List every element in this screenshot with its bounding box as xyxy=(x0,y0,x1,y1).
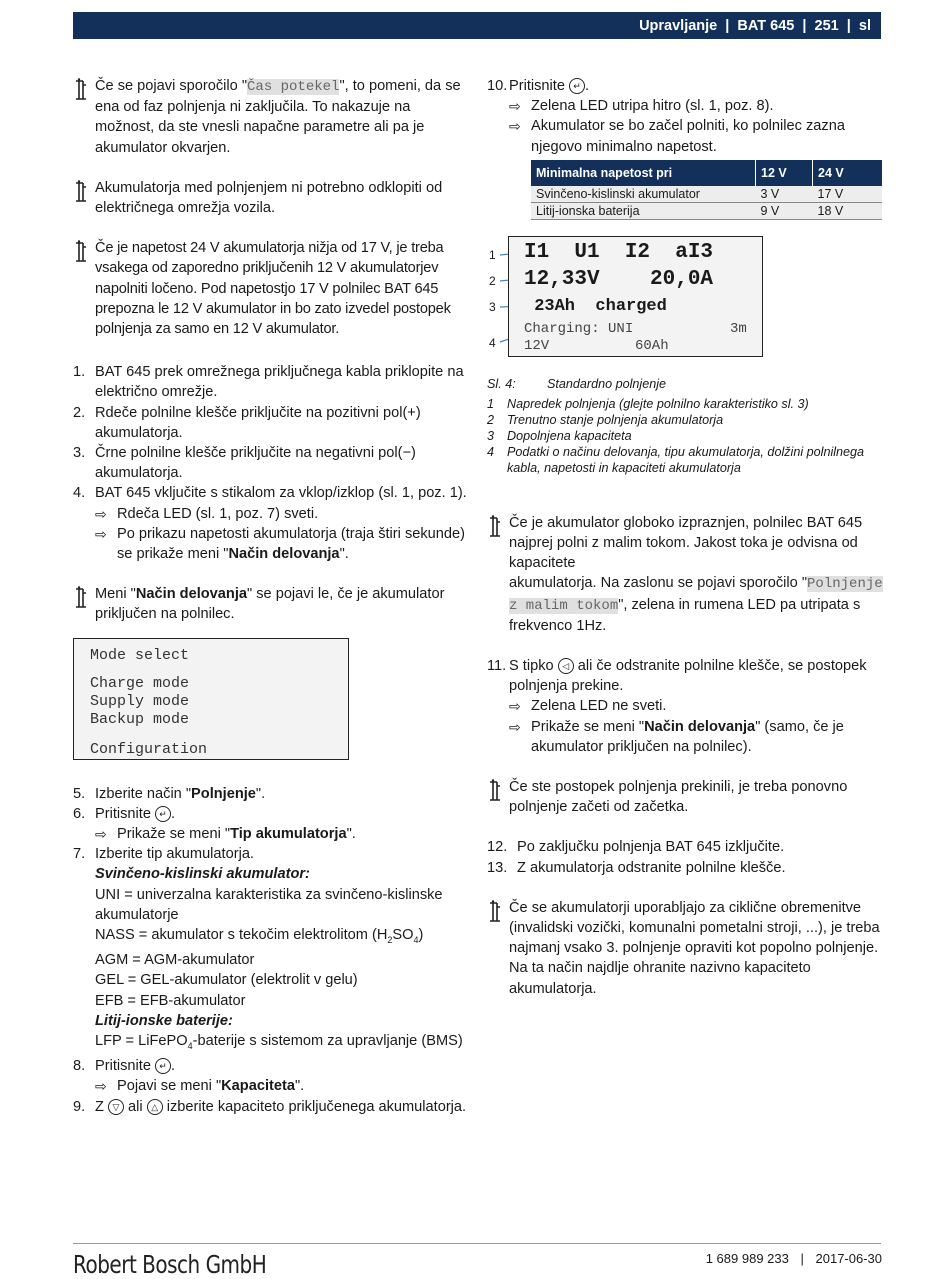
arrow-right-icon: ⇨ xyxy=(509,98,521,115)
step-number: 1. xyxy=(73,364,86,381)
charging-figure xyxy=(487,236,883,364)
result-text: Akumulator se bo začel polniti, ko polnilec zazna njegovo minimalno napetost. xyxy=(531,118,845,155)
type-def-text: NASS = akumulator s tekočim elektrolitom (H xyxy=(95,927,388,944)
list-item: 10. Pritisnite ↵ . ⇨ Zelena LED utripa hitro (sl. 1, poz. 8). ⇨ Akumulator se bo začel polniti, ko polnilec zazna njegovo minimalno napetost. xyxy=(487,76,883,157)
menu-name: Polnjenje xyxy=(191,785,256,802)
lcd-line: 3m xyxy=(730,320,747,337)
arrow-right-icon: ⇨ xyxy=(95,525,107,542)
info-note-cyclic xyxy=(487,898,883,999)
lcd-line: 60Ah xyxy=(635,337,669,354)
menu-name: Način delovanja xyxy=(228,546,340,563)
list-item xyxy=(73,1097,468,1117)
lcd-line: Mode select xyxy=(90,646,190,664)
legend-number: 4 xyxy=(487,444,495,459)
step-text: BAT 645 vključite s stikalom za vklop/izklop (sl. 1, poz. 1). xyxy=(95,485,467,502)
sub-result xyxy=(509,96,883,116)
figure-title: Standardno polnjenje xyxy=(547,376,667,391)
figure-caption xyxy=(487,376,883,476)
sub-result xyxy=(95,504,468,524)
step-text: Izberite način " xyxy=(95,785,192,802)
legend-item xyxy=(487,396,883,412)
callout-number: 3 xyxy=(489,299,496,314)
column-header: 24 V xyxy=(813,160,883,186)
step-text: Po zaključku polnjenja BAT 645 izključite. xyxy=(517,839,785,856)
enter-key-icon: ↵ xyxy=(155,806,171,822)
step-text: S tipko xyxy=(509,658,558,675)
table-cell: 17 V xyxy=(813,186,883,203)
right-column xyxy=(487,76,883,999)
up-key-icon: △ xyxy=(147,1099,163,1115)
arrow-right-icon: ⇨ xyxy=(509,118,521,135)
sub-result xyxy=(509,717,883,757)
sub-result xyxy=(95,824,468,844)
menu-name: Način delovanja xyxy=(644,718,756,735)
info-icon xyxy=(487,900,503,924)
type-def: GEL = GEL-akumulator (elektrolit v gelu) xyxy=(95,972,358,989)
step-number: 4. xyxy=(73,485,86,502)
document-date: 2017-06-30 xyxy=(815,1251,882,1266)
type-def xyxy=(95,1031,468,1056)
legend-text: Trenutno stanje polnjenja akumulatorja xyxy=(507,412,724,427)
document-number: 1 689 989 233 xyxy=(705,1251,789,1266)
info-icon xyxy=(73,78,89,102)
info-note-disconnect xyxy=(73,178,468,218)
steps-list-2 xyxy=(73,784,468,1117)
type-def: AGM = AGM-akumulator xyxy=(95,952,255,969)
note-text: Če se pojavi sporočilo " xyxy=(95,78,248,94)
step-text: Pritisnite xyxy=(95,805,156,822)
result-text: Zelena LED utripa hitro (sl. 1, poz. 8). xyxy=(531,98,774,115)
step-text: Z xyxy=(95,1098,108,1115)
list-item xyxy=(73,362,468,402)
subscript: 4 xyxy=(187,1040,193,1051)
footer-meta xyxy=(706,1251,882,1266)
info-note-24v xyxy=(73,238,468,339)
display-message-code: Polnjenje z malim tokom xyxy=(509,576,883,614)
table-row xyxy=(531,186,882,203)
type-def-text: LFP = LiFePO xyxy=(95,1033,188,1050)
result-text: Prikaže se meni " xyxy=(117,826,231,843)
enter-key-icon: ↵ xyxy=(569,78,585,94)
result-text: Pojavi se meni " xyxy=(117,1078,222,1095)
info-note-mode-menu xyxy=(73,584,468,624)
step-text: Izberite tip akumulatorja. xyxy=(95,846,254,863)
info-icon xyxy=(487,515,503,539)
callout-number: 2 xyxy=(489,273,496,288)
figure-label: Sl. 4: xyxy=(487,376,516,391)
subheading: Litij-ionske baterije: xyxy=(95,1012,233,1029)
step-text: Pritisnite xyxy=(509,78,570,94)
note-text: Če ste postopek polnjenja prekinili, je treba ponovno polnjenje začeti od začetka. xyxy=(509,779,848,816)
subscript: 2 xyxy=(387,935,393,945)
result-text: ". xyxy=(339,546,349,563)
menu-name: Kapaciteta xyxy=(221,1078,295,1095)
lcd-line: Charging: UNI xyxy=(524,320,634,337)
note-text: akumulatorja. Na zaslonu se pojavi sporočilo " xyxy=(509,575,808,592)
footer-rule xyxy=(73,1243,881,1244)
lcd-line: 23Ah charged xyxy=(524,296,667,316)
result-text: ". xyxy=(294,1078,305,1095)
list-item xyxy=(487,858,883,878)
legend-text: Dopolnjena kapaciteta xyxy=(507,428,632,443)
steps-list xyxy=(73,362,468,564)
list-item xyxy=(487,656,883,757)
menu-name: Tip akumulatorja xyxy=(230,826,347,843)
step-number: 7. xyxy=(73,846,86,863)
table-header-row xyxy=(531,160,882,186)
result-text: Prikaže se meni " xyxy=(531,718,645,735)
step-number: 12. xyxy=(487,839,508,856)
step-text: Z akumulatorja odstranite polnilne klešče. xyxy=(517,859,786,876)
subscript: 4 xyxy=(413,935,419,945)
table-cell: Svinčeno-kislinski akumulator xyxy=(531,186,756,203)
list-item xyxy=(73,443,468,483)
result-text: Zelena LED ne sveti. xyxy=(531,698,667,715)
table-cell: 9 V xyxy=(756,202,813,219)
step-text: izberite kapaciteto priključenega akumulatorja. xyxy=(162,1098,467,1115)
sub-result xyxy=(95,1076,468,1096)
table-row xyxy=(531,202,882,219)
column-header: Minimalna napetost pri xyxy=(531,160,756,186)
back-key-icon: ◁ xyxy=(558,658,574,674)
callout-number: 4 xyxy=(489,335,496,350)
arrow-right-icon: ⇨ xyxy=(95,505,107,522)
step-text: Rdeče polnilne klešče priključite na pozitivni pol(+) akumulatorja. xyxy=(95,404,421,441)
lcd-line: 12V xyxy=(524,337,550,354)
step-number: 8. xyxy=(73,1058,86,1075)
step-text: ali če odstranite polnilne klešče, se postopek polnjenja prekine. xyxy=(509,658,867,695)
step-number: 2. xyxy=(73,404,86,421)
info-icon xyxy=(73,586,89,610)
list-item xyxy=(73,403,468,443)
list-item xyxy=(73,784,468,804)
step-text: Črne polnilne klešče priključite na negativni pol(−) akumulatorja. xyxy=(95,445,416,482)
step-number: 11. xyxy=(487,658,507,675)
lcd-line: Configuration xyxy=(90,740,208,758)
lcd-line: I1 U1 I2 aI3 xyxy=(524,240,714,264)
display-message-code: Čas potekel xyxy=(247,79,340,95)
column-header: 12 V xyxy=(756,160,813,186)
note-text: Če se akumulatorji uporabljajo za ciklične obremenitve (invalidski vozički, komunalni pometalni stroji, ...), je treba najmanj vsako 3. polnjenje opraviti kot popolno polnjenje. Na ta način najdlje ohranite nazivno kapaciteto akumulatorja. xyxy=(509,899,880,997)
type-def-text: SO xyxy=(392,927,414,944)
info-icon xyxy=(487,779,503,803)
lcd-line: 12,33V 20,0A xyxy=(524,267,714,291)
lcd-line: Charge mode xyxy=(90,674,190,692)
menu-name: Način delovanja xyxy=(135,586,247,603)
note-text: Če je napetost 24 V akumulatorja nižja od 17 V, je treba vsakega od zaporedno priključenih 12 V akumulatorjev napolniti ločeno. Pod napetostjo 17 V polnilec BAT 645 prepozna le 12 V akumulator in bo zato izvedel postopek polnjenja za samo en 12 V akumulator. xyxy=(95,240,451,338)
arrow-right-icon: ⇨ xyxy=(95,1078,107,1095)
legend-number: 3 xyxy=(487,428,495,443)
note-text: Meni " xyxy=(95,586,136,603)
table-cell: 3 V xyxy=(756,186,813,203)
note-text: " se pojavi le, če je akumulator priključen na polnilec. xyxy=(95,586,445,623)
result-text: Rdeča LED (sl. 1, poz. 7) sveti. xyxy=(117,505,319,522)
type-def xyxy=(95,925,468,950)
legend-item xyxy=(487,428,883,444)
enter-key-icon: ↵ xyxy=(155,1058,171,1074)
note-text: Akumulatorja med polnjenjem ni potrebno odklopiti od električnega omrežja vozila. xyxy=(95,179,443,217)
type-def: EFB = EFB-akumulator xyxy=(95,992,246,1009)
company-logo: Robert Bosch GmbH xyxy=(73,1249,267,1279)
sub-result xyxy=(509,116,883,156)
left-column xyxy=(73,76,468,1117)
legend-item xyxy=(487,412,883,428)
info-note-restart xyxy=(487,777,883,817)
note-text: Če je akumulator globoko izpraznjen, polnilec BAT 645 najprej polni z malim tokom. Jakost toka je odvisna od kapacitete xyxy=(509,514,863,572)
result-text: Po prikazu napetosti akumulatorja (traja štiri sekunde) se prikaže meni " xyxy=(117,525,465,563)
down-key-icon: ▽ xyxy=(108,1099,124,1115)
sub-result xyxy=(95,524,468,564)
header-text: Upravljanje | BAT 645 | 251 | sl xyxy=(639,17,871,34)
legend-number: 1 xyxy=(487,396,495,411)
info-icon xyxy=(73,240,89,264)
list-item xyxy=(73,483,468,564)
sub-result xyxy=(509,696,883,716)
legend-item xyxy=(487,444,883,476)
table-cell: 18 V xyxy=(813,202,883,219)
lcd-line: Supply mode xyxy=(90,692,190,710)
type-def: UNI = univerzalna karakteristika za svinčeno-kislinske akumulatorje xyxy=(95,886,443,923)
arrow-right-icon: ⇨ xyxy=(509,718,521,735)
legend-number: 2 xyxy=(487,412,495,427)
list-item xyxy=(73,844,468,1056)
step-text: ". xyxy=(255,785,266,802)
step-number: 10. xyxy=(487,78,508,94)
lcd-line: Backup mode xyxy=(90,710,190,728)
step-number: 13. xyxy=(487,859,508,876)
result-text: " (samo, če je akumulator priključen na polnilec). xyxy=(531,718,844,755)
steps-list-3 xyxy=(487,837,883,877)
info-note-deep-discharge xyxy=(487,513,883,636)
result-text: ". xyxy=(346,826,356,843)
step-text: BAT 645 prek omrežnega priključnega kabla priklopite na električno omrežje. xyxy=(95,364,464,401)
arrow-right-icon: ⇨ xyxy=(95,826,107,843)
step-text: ali xyxy=(123,1098,147,1115)
subheading: Svinčeno-kislinski akumulator: xyxy=(95,866,310,883)
min-voltage-table xyxy=(531,160,882,220)
note-text: ", zelena in rumena LED pa utripata s frekvenco 1Hz. xyxy=(509,596,861,634)
lcd-mode-select xyxy=(73,638,349,760)
legend-text: Napredek polnjenja (glejte polnilno karakteristiko sl. 3) xyxy=(507,396,809,411)
step-number: 5. xyxy=(73,785,86,802)
page-header-bar xyxy=(73,12,881,39)
table-cell: Litij-ionska baterija xyxy=(531,202,756,219)
info-note-time-expired xyxy=(73,76,468,158)
step-number: 6. xyxy=(73,805,86,822)
callout-number: 1 xyxy=(489,247,496,262)
legend-text: Podatki o načinu delovanja, tipu akumulatorja, dolžini polnilnega kabla, napetosti in kapaciteti akumulatorja xyxy=(507,444,865,475)
list-item: 6. Pritisnite ↵ . ⇨ Prikaže se meni "Tip akumulatorja". xyxy=(73,804,468,844)
arrow-right-icon: ⇨ xyxy=(509,698,521,715)
list-item: 8. Pritisnite ↵ . ⇨ Pojavi se meni "Kapaciteta". xyxy=(73,1056,468,1096)
type-def-text: ) xyxy=(418,927,424,944)
info-icon xyxy=(73,180,89,204)
step-number: 9. xyxy=(73,1098,86,1115)
footer-separator: | xyxy=(800,1251,804,1266)
step-number: 3. xyxy=(73,445,86,462)
note-text: ", to pomeni, da se ena od faz polnjenja ni zaključila. To nakazuje na možnost, da ste vnesli napačne parametre ali pa je akumulator okvarjen. xyxy=(95,78,461,156)
list-item xyxy=(487,837,883,857)
step-text: Pritisnite xyxy=(95,1058,156,1075)
lcd-charging xyxy=(508,236,763,357)
type-def-text: -baterije s sistemom za upravljanje (BMS) xyxy=(192,1033,463,1050)
